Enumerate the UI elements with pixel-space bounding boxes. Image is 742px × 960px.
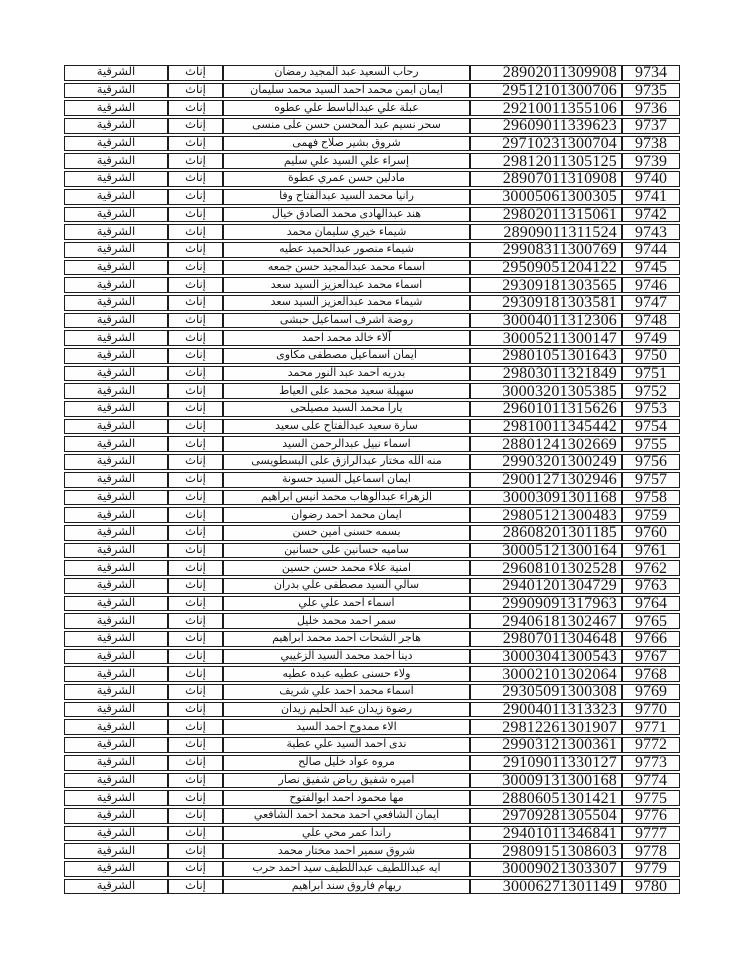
serial-cell: 9764 [622,596,680,612]
national-id-cell: 30004011312306 [470,313,622,329]
name-cell: هند عبدالهادى محمد الصادق خيال [223,207,470,223]
name-cell: هاجر الشحات احمد محمد ابراهيم [223,631,470,647]
region-cell: الشرقية [64,826,168,842]
table-row [64,702,680,718]
gender-cell: إناث [168,596,223,612]
gender-cell: إناث [168,100,223,116]
serial-cell: 9780 [622,879,680,895]
table-row [64,631,680,647]
serial-cell: 9768 [622,666,680,682]
serial-cell: 9743 [622,224,680,240]
national-id-cell: 29512101300706 [470,83,622,99]
serial-cell: 9765 [622,613,680,629]
gender-cell: إناث [168,366,223,382]
gender-cell: إناث [168,861,223,877]
name-cell: اسماء احمد علي علي [223,596,470,612]
region-cell: الشرقية [64,242,168,258]
region-cell: الشرقية [64,260,168,276]
serial-cell: 9734 [622,65,680,81]
table-row [64,472,680,488]
name-cell: شروق بشير صلاح فهمى [223,136,470,152]
name-cell: امنية علاء محمد حسن حسين [223,560,470,576]
region-cell: الشرقية [64,330,168,346]
national-id-cell: 30009021303307 [470,861,622,877]
serial-cell: 9778 [622,843,680,859]
serial-cell: 9762 [622,560,680,576]
region-cell: الشرقية [64,277,168,293]
national-id-cell: 29609011339623 [470,118,622,134]
table-row [64,295,680,311]
serial-cell: 9753 [622,401,680,417]
national-id-cell: 29802011315061 [470,207,622,223]
national-id-cell: 28806051301421 [470,790,622,806]
name-cell: مروه عواد خليل صالح [223,755,470,771]
serial-cell: 9759 [622,507,680,523]
national-id-cell: 29803011321849 [470,366,622,382]
serial-cell: 9775 [622,790,680,806]
table-row [64,313,680,329]
region-cell: الشرقية [64,861,168,877]
gender-cell: إناث [168,242,223,258]
gender-cell: إناث [168,808,223,824]
region-cell: الشرقية [64,383,168,399]
region-cell: الشرقية [64,613,168,629]
region-cell: الشرقية [64,666,168,682]
gender-cell: إناث [168,631,223,647]
name-cell: الزهراء عبدالوهاب محمد انيس ابراهيم [223,490,470,506]
serial-cell: 9766 [622,631,680,647]
name-cell: دينا احمد محمد السيد الزغيبي [223,649,470,665]
region-cell: الشرقية [64,366,168,382]
national-id-cell: 28907011310908 [470,171,622,187]
national-id-cell: 29903201300249 [470,454,622,470]
gender-cell: إناث [168,719,223,735]
national-id-cell: 29406181302467 [470,613,622,629]
table-row [64,348,680,364]
region-cell: الشرقية [64,83,168,99]
serial-cell: 9745 [622,260,680,276]
region-cell: الشرقية [64,136,168,152]
name-cell: رانيا محمد السيد عبدالفتاح وفا [223,189,470,205]
national-id-cell: 29401201304729 [470,578,622,594]
region-cell: الشرقية [64,507,168,523]
region-cell: الشرقية [64,118,168,134]
national-id-cell: 30009131300168 [470,773,622,789]
serial-cell: 9752 [622,383,680,399]
table-row [64,419,680,435]
name-cell: بدريه احمد عبد النور محمد [223,366,470,382]
name-cell: شيماء خيري سليمان محمد [223,224,470,240]
table-row [64,666,680,682]
national-id-cell: 29801051301643 [470,348,622,364]
national-id-cell: 30003091301168 [470,490,622,506]
name-cell: سارة سعيد عبدالفتاح على سعيد [223,419,470,435]
region-cell: الشرقية [64,100,168,116]
gender-cell: إناث [168,436,223,452]
table-row [64,490,680,506]
national-id-cell: 28801241302669 [470,436,622,452]
region-cell: الشرقية [64,719,168,735]
gender-cell: إناث [168,578,223,594]
table-row [64,171,680,187]
national-id-cell: 30006271301149 [470,879,622,895]
region-cell: الشرقية [64,843,168,859]
region-cell: الشرقية [64,171,168,187]
name-cell: رحاب السعيد عبد المجيد رمضان [223,65,470,81]
table-row [64,613,680,629]
gender-cell: إناث [168,401,223,417]
serial-cell: 9777 [622,826,680,842]
name-cell: اسماء محمد احمد علي شريف [223,684,470,700]
gender-cell: إناث [168,313,223,329]
name-cell: منه الله مختار عبدالرازق على البسطويسى [223,454,470,470]
national-id-cell: 29309181303565 [470,277,622,293]
national-id-cell: 29109011330127 [470,755,622,771]
table-row [64,65,680,81]
table-row [64,224,680,240]
table-row [64,719,680,735]
table-row [64,242,680,258]
name-cell: شيماء محمد عبدالعزيز السيد سعد [223,295,470,311]
gender-cell: إناث [168,118,223,134]
serial-cell: 9735 [622,83,680,99]
name-cell: آلاء خالد محمد احمد [223,330,470,346]
name-cell: راندا عمر محي علي [223,826,470,842]
name-cell: ساميه حسانين على حسانين [223,543,470,559]
table-row [64,507,680,523]
serial-cell: 9773 [622,755,680,771]
gender-cell: إناث [168,490,223,506]
national-id-cell: 30002101302064 [470,666,622,682]
name-cell: ندى احمد السيد علي عطية [223,737,470,753]
national-id-cell: 28902011309908 [470,65,622,81]
region-cell: الشرقية [64,189,168,205]
name-cell: عبلة علي عبدالباسط علي عطوه [223,100,470,116]
region-cell: الشرقية [64,790,168,806]
serial-cell: 9776 [622,808,680,824]
name-cell: ريهام فاروق سند ابراهيم [223,879,470,895]
national-id-cell: 30003041300543 [470,649,622,665]
gender-cell: إناث [168,189,223,205]
table-row [64,207,680,223]
gender-cell: إناث [168,879,223,895]
national-id-cell: 29812261301907 [470,719,622,735]
national-id-cell: 29210011355106 [470,100,622,116]
name-cell: مها محمود احمد ابوالفتوح [223,790,470,806]
serial-cell: 9744 [622,242,680,258]
gender-cell: إناث [168,702,223,718]
region-cell: الشرقية [64,472,168,488]
national-id-cell: 28909011311524 [470,224,622,240]
table-row [64,189,680,205]
name-cell: ايمان اسماعيل مصطفى مكاوى [223,348,470,364]
table-row [64,100,680,116]
name-cell: يارا محمد السيد مصيلحى [223,401,470,417]
table-row [64,773,680,789]
serial-cell: 9771 [622,719,680,735]
table-row [64,560,680,576]
name-cell: ايمان ايمن محمد احمد السيد محمد سليمان [223,83,470,99]
serial-cell: 9751 [622,366,680,382]
table-row [64,277,680,293]
serial-cell: 9779 [622,861,680,877]
table-row [64,755,680,771]
serial-cell: 9770 [622,702,680,718]
region-cell: الشرقية [64,773,168,789]
table-row [64,118,680,134]
region-cell: الشرقية [64,490,168,506]
serial-cell: 9747 [622,295,680,311]
serial-cell: 9760 [622,525,680,541]
national-id-cell: 29807011304648 [470,631,622,647]
gender-cell: إناث [168,454,223,470]
name-cell: ايمان اسماعيل السيد حسونة [223,472,470,488]
table-row [64,879,680,895]
serial-cell: 9738 [622,136,680,152]
serial-cell: 9737 [622,118,680,134]
table-row [64,383,680,399]
name-cell: روضة اشرف اسماعيل حبشى [223,313,470,329]
region-cell: الشرقية [64,543,168,559]
region-cell: الشرقية [64,755,168,771]
gender-cell: إناث [168,153,223,169]
region-cell: الشرقية [64,295,168,311]
serial-cell: 9772 [622,737,680,753]
national-id-cell: 29004011313323 [470,702,622,718]
region-cell: الشرقية [64,153,168,169]
name-cell: شيماء منصور عبدالحميد عطيه [223,242,470,258]
name-cell: سالي السيد مصطفى علي بدران [223,578,470,594]
serial-cell: 9755 [622,436,680,452]
table-row [64,454,680,470]
serial-cell: 9758 [622,490,680,506]
region-cell: الشرقية [64,65,168,81]
gender-cell: إناث [168,560,223,576]
name-cell: ايمان الشافعي احمد محمد احمد الشافعي [223,808,470,824]
name-cell: سمر احمد محمد خليل [223,613,470,629]
table-row [64,330,680,346]
table-row [64,861,680,877]
gender-cell: إناث [168,613,223,629]
serial-cell: 9763 [622,578,680,594]
gender-cell: إناث [168,790,223,806]
national-id-cell: 29309181303581 [470,295,622,311]
name-cell: ولاء حسنى عطيه عبده عطيه [223,666,470,682]
serial-cell: 9749 [622,330,680,346]
gender-cell: إناث [168,83,223,99]
national-id-cell: 29903121300361 [470,737,622,753]
table-row [64,366,680,382]
gender-cell: إناث [168,277,223,293]
national-id-cell: 29805121300483 [470,507,622,523]
gender-cell: إناث [168,260,223,276]
table-row [64,808,680,824]
region-cell: الشرقية [64,224,168,240]
name-cell: ايه عبداللطيف عبداللطيف سيد احمد حرب [223,861,470,877]
gender-cell: إناث [168,649,223,665]
name-cell: الاء ممدوح احمد السيد [223,719,470,735]
gender-cell: إناث [168,224,223,240]
national-id-cell: 29709281305504 [470,808,622,824]
gender-cell: إناث [168,525,223,541]
name-cell: اسماء نبيل عبدالرحمن السيد [223,436,470,452]
serial-cell: 9774 [622,773,680,789]
region-cell: الشرقية [64,436,168,452]
gender-cell: إناث [168,348,223,364]
region-cell: الشرقية [64,348,168,364]
table-row [64,578,680,594]
table-row [64,83,680,99]
name-cell: اسماء محمد عبدالمجيد حسن جمعه [223,260,470,276]
region-cell: الشرقية [64,419,168,435]
region-cell: الشرقية [64,525,168,541]
table-row [64,525,680,541]
serial-cell: 9742 [622,207,680,223]
name-cell: مادلين حسن عمري عطوة [223,171,470,187]
serial-cell: 9761 [622,543,680,559]
table-row [64,843,680,859]
table-row [64,153,680,169]
national-id-cell: 29809151308603 [470,843,622,859]
serial-cell: 9767 [622,649,680,665]
region-cell: الشرقية [64,808,168,824]
region-cell: الشرقية [64,401,168,417]
national-id-cell: 30005061300305 [470,189,622,205]
gender-cell: إناث [168,419,223,435]
serial-cell: 9741 [622,189,680,205]
gender-cell: إناث [168,171,223,187]
national-id-cell: 30005121300164 [470,543,622,559]
region-cell: الشرقية [64,596,168,612]
name-cell: شروق سمير احمد مختار محمد [223,843,470,859]
serial-cell: 9748 [622,313,680,329]
national-id-cell: 29810011345442 [470,419,622,435]
name-cell: بسمه حسنى امين حسن [223,525,470,541]
national-id-cell: 29305091300308 [470,684,622,700]
region-cell: الشرقية [64,631,168,647]
gender-cell: إناث [168,65,223,81]
serial-cell: 9750 [622,348,680,364]
serial-cell: 9740 [622,171,680,187]
gender-cell: إناث [168,666,223,682]
serial-cell: 9736 [622,100,680,116]
region-cell: الشرقية [64,454,168,470]
national-id-cell: 29812011305125 [470,153,622,169]
serial-cell: 9756 [622,454,680,470]
region-cell: الشرقية [64,737,168,753]
region-cell: الشرقية [64,702,168,718]
gender-cell: إناث [168,295,223,311]
table-row [64,436,680,452]
gender-cell: إناث [168,543,223,559]
registry-table [64,63,680,896]
region-cell: الشرقية [64,879,168,895]
table-row [64,543,680,559]
national-id-cell: 29908311300769 [470,242,622,258]
gender-cell: إناث [168,330,223,346]
gender-cell: إناث [168,826,223,842]
national-id-cell: 29509051204122 [470,260,622,276]
region-cell: الشرقية [64,578,168,594]
gender-cell: إناث [168,136,223,152]
national-id-cell: 30005211300147 [470,330,622,346]
serial-cell: 9739 [622,153,680,169]
national-id-cell: 29601011315626 [470,401,622,417]
gender-cell: إناث [168,843,223,859]
serial-cell: 9769 [622,684,680,700]
national-id-cell: 29909091317963 [470,596,622,612]
table-row [64,136,680,152]
table-row [64,826,680,842]
national-id-cell: 30003201305385 [470,383,622,399]
region-cell: الشرقية [64,313,168,329]
national-id-cell: 29001271302946 [470,472,622,488]
table-row [64,790,680,806]
name-cell: رضوة زيدان عبد الحليم زيدان [223,702,470,718]
name-cell: ايمان محمد احمد رضوان [223,507,470,523]
national-id-cell: 28608201301185 [470,525,622,541]
national-id-cell: 29401011346841 [470,826,622,842]
region-cell: الشرقية [64,684,168,700]
serial-cell: 9754 [622,419,680,435]
region-cell: الشرقية [64,649,168,665]
table-row [64,596,680,612]
gender-cell: إناث [168,773,223,789]
gender-cell: إناث [168,684,223,700]
national-id-cell: 29608101302528 [470,560,622,576]
region-cell: الشرقية [64,560,168,576]
table-row [64,737,680,753]
table-row [64,649,680,665]
gender-cell: إناث [168,207,223,223]
gender-cell: إناث [168,383,223,399]
serial-cell: 9757 [622,472,680,488]
name-cell: اميره شفيق رياض شفيق نصار [223,773,470,789]
region-cell: الشرقية [64,207,168,223]
national-id-cell: 29710231300704 [470,136,622,152]
registry-table-body [64,65,680,894]
gender-cell: إناث [168,472,223,488]
table-row [64,401,680,417]
gender-cell: إناث [168,507,223,523]
name-cell: إسراء علي السيد علي سليم [223,153,470,169]
table-row [64,260,680,276]
name-cell: سحر نسيم عبد المحسن حسن على منسى [223,118,470,134]
gender-cell: إناث [168,755,223,771]
name-cell: اسماء محمد عبدالعزيز السيد سعد [223,277,470,293]
name-cell: سهيلة سعيد محمد على العياط [223,383,470,399]
gender-cell: إناث [168,737,223,753]
table-row [64,684,680,700]
serial-cell: 9746 [622,277,680,293]
